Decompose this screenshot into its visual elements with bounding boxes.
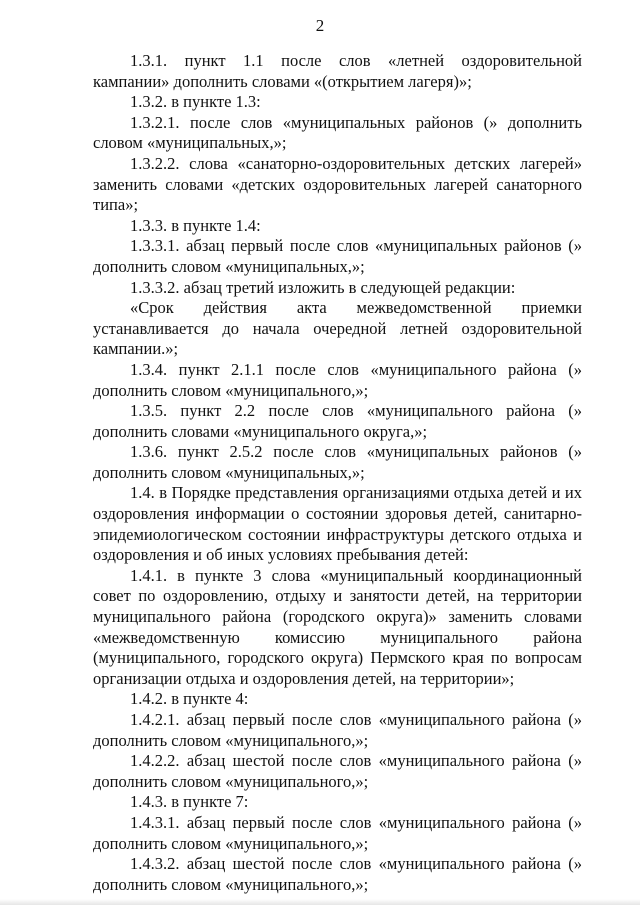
paragraph-1-3-5: 1.3.5. пункт 2.2 после слов «муниципального района (» дополнить словами «муниципального округа,»; <box>93 401 582 441</box>
paragraph-1-3-4: 1.3.4. пункт 2.1.1 после слов «муниципального района (» дополнить словом «муниципального,»; <box>93 359 582 400</box>
paragraph-1-3-2-1: 1.3.2.1. после слов «муниципальных районов (» дополнить словом «муниципальных,»; <box>93 112 582 153</box>
paragraph-1-4-3-1: 1.4.3.1. абзац первый после слов «муниципального района (» дополнить словом «муниципального,»; <box>93 812 582 853</box>
paragraph-1-3-3-2: 1.3.3.2. абзац третий изложить в следующей редакции: <box>130 277 516 297</box>
paragraph-1-3-2: 1.3.2. в пункте 1.3: <box>130 92 261 112</box>
paragraph-1-4-1: 1.4.1. в пункте 3 слова «муниципальный координационный совет по оздоровлению, отдыху и занятости детей, на территории муниципального района (городского округа)» заменить словами «межведомственную комиссию муниципального района (муниципального, городского округа) Пермского края по вопросам организации отдыха и оздоровления детей, на территории»; <box>93 565 582 688</box>
paragraph-1-3-3: 1.3.3. в пункте 1.4: <box>130 215 261 235</box>
paragraph-1-3-2-2: 1.3.2.2. слова «санаторно-оздоровительных детских лагерей» заменить словами «детских оздоровительных лагерей санаторного типа»; <box>93 153 582 215</box>
paragraph-1-4-2: 1.4.2. в пункте 4: <box>130 689 249 709</box>
document-body <box>93 51 582 895</box>
page-number: 2 <box>315 16 325 35</box>
paragraph-1-4-3-2: 1.4.3.2. абзац шестой после слов «муниципального района (» дополнить словом «муниципального,»; <box>93 854 582 894</box>
paragraph-quote: «Срок действия акта межведомственной приемки устанавливается до начала очередной летней оздоровительной кампании.»; <box>93 298 582 359</box>
paragraph-1-4-3: 1.4.3. в пункте 7: <box>130 792 249 812</box>
paragraph-1-3-1: 1.3.1. пункт 1.1 после слов «летней оздоровительной кампании» дополнить словами «(открытием лагеря)»; <box>93 51 582 91</box>
paragraph-1-4: 1.4. в Порядке представления организациями отдыха детей и их оздоровления информации о состоянии здоровья детей, санитарно-эпидемиологическом состоянии инфраструктуры детского отдыха и оздоровления и об иных условиях пребывания детей: <box>93 483 582 565</box>
paragraph-1-4-2-2: 1.4.2.2. абзац шестой после слов «муниципального района (» дополнить словом «муниципального,»; <box>93 751 582 791</box>
paragraph-1-3-6: 1.3.6. пункт 2.5.2 после слов «муниципальных районов (» дополнить словом «муниципальных,»; <box>93 442 582 482</box>
scan-edge <box>0 899 640 905</box>
paragraph-1-4-2-1: 1.4.2.1. абзац первый после слов «муниципального района (» дополнить словом «муниципального,»; <box>93 710 582 750</box>
paragraph-1-3-3-1: 1.3.3.1. абзац первый после слов «муниципальных районов (» дополнить словом «муниципальных,»; <box>93 236 582 276</box>
